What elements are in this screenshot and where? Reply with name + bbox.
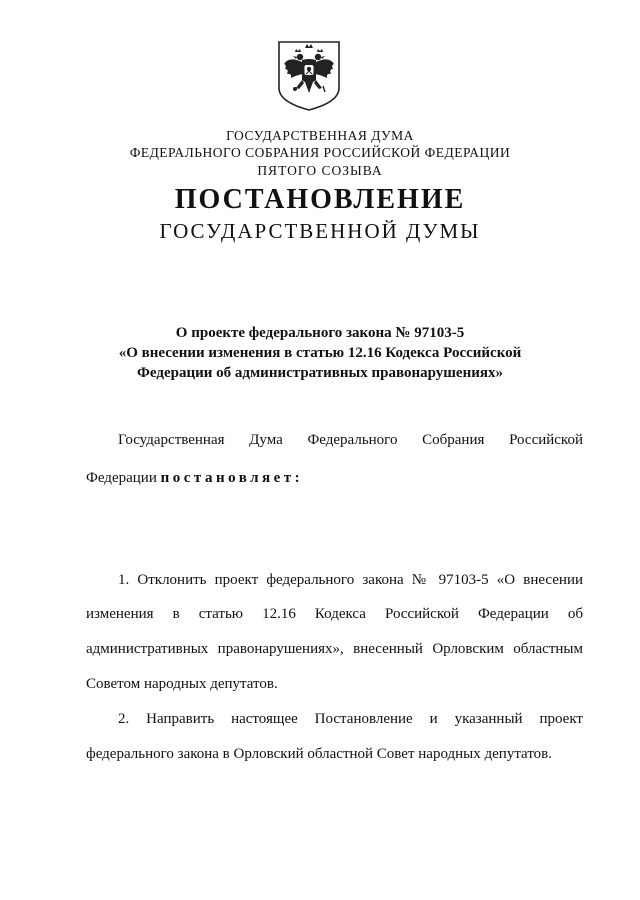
preamble-line [86, 468, 303, 488]
org-line-federal-assembly: ФЕДЕРАЛЬНОГО СОБРАНИЯ РОССИЙСКОЙ ФЕДЕРАЦИИ [129, 145, 511, 160]
preamble-start: Федерации [86, 470, 157, 486]
bill-title-line: «О внесении изменения в статью 12.16 Кодекса Российской [118, 345, 522, 361]
item-1-line: 1. Отклонить проект федерального закона № 97103-5 «О внесении [118, 572, 583, 588]
document-type-title: ПОСТАНОВЛЕНИЕ [174, 184, 466, 215]
preamble-line: Государственная Дума Федерального Собрания Российской [118, 432, 583, 448]
preamble-decree-verb: постановляет: [160, 470, 304, 486]
org-line-duma: ГОСУДАРСТВЕННАЯ ДУМА [226, 128, 414, 143]
item-1-line: Советом народных депутатов. [86, 676, 278, 692]
item-2-line: 2. Направить настоящее Постановление и указанный проект [118, 711, 583, 727]
state-emblem [275, 38, 343, 112]
item-1-line: изменения в статью 12.16 Кодекса Российской Федерации об [86, 606, 583, 622]
item-2-line: федерального закона в Орловский областной Совет народных депутатов. [86, 746, 553, 762]
bill-title-line: Федерации об административных правонарушениях» [137, 365, 503, 381]
org-line-convocation: ПЯТОГО СОЗЫВА [257, 163, 383, 178]
document-type-subtitle: ГОСУДАРСТВЕННОЙ ДУМЫ [159, 219, 481, 243]
russian-double-headed-eagle-icon [275, 38, 343, 112]
bill-title-line: О проекте федерального закона № 97103-5 [175, 325, 465, 341]
item-1-line: административных правонарушениях», внесенный Орловским областным [86, 641, 583, 657]
